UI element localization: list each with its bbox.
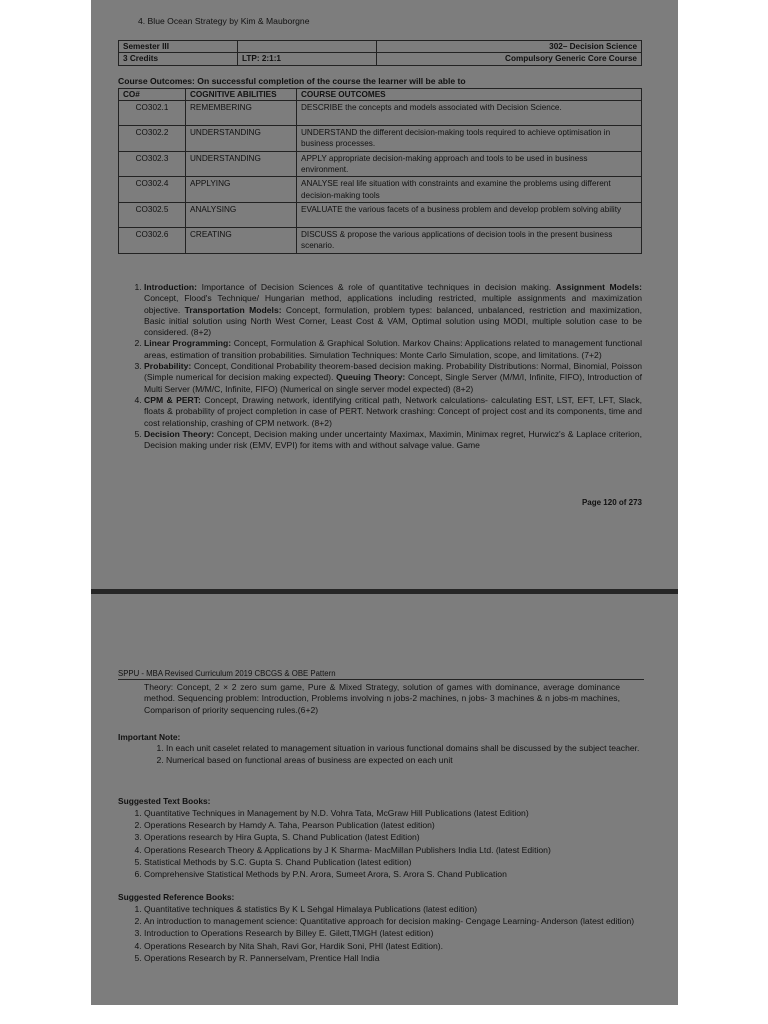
course-outcome: EVALUATE the various facets of a business problem and develop problem solving ability (297, 202, 642, 227)
document-viewer[interactable] (91, 0, 678, 1005)
topic-heading: Assignment Models: (555, 282, 642, 292)
course-outcome: DISCUSS & propose the various applications of decision tools in the present business scenario. (297, 227, 642, 253)
list-item: 1. In each unit caselet related to management situation in various functional domains shall be discussed by the subject teacher. (166, 743, 642, 754)
syllabus-unit (144, 429, 642, 452)
table-row (119, 101, 642, 126)
co-code: CO302.4 (119, 177, 186, 203)
cognitive-ability: REMEMBERING (186, 101, 297, 126)
cognitive-ability: UNDERSTANDING (186, 151, 297, 177)
course-outcome: DESCRIBE the concepts and models associated with Decision Science. (297, 101, 642, 126)
co-code: CO302.3 (119, 151, 186, 177)
list-item: 1. Quantitative techniques & statistics By K L Sehgal Himalaya Publications (latest edition) (144, 903, 642, 915)
table-row (119, 227, 642, 253)
table-row (119, 202, 642, 227)
units-list (118, 282, 642, 451)
topic-text: Concept, formulation, problem types: balanced, unbalanced, restriction and maximization, Basic initial solution using North West Corner, Least Cost & VAM, Optimal solution using MODI, multiple solution case to be considered. (8+2) (144, 304, 642, 338)
syllabus-unit (144, 361, 642, 395)
topic-heading: Queuing Theory: (336, 372, 406, 383)
text-books-list (118, 807, 642, 880)
topic-text: Concept, Decision making under uncertainty Maximax, Maximin, Minimax regret, Hurwicz's & Laplace criterion, Decision making under risk (EMV, EVPI) for items with and without salvage value. Game (144, 428, 642, 451)
reference-books-list (118, 903, 642, 963)
page-number: Page 120 of 273 (581, 498, 642, 507)
topic-heading: Linear Programming: (144, 338, 232, 349)
ltp-cell: LTP: 2:1:1 (238, 53, 377, 65)
course-outcome: ANALYSE real life situation with constraints and examine the problems using different decision-making tools (297, 177, 642, 203)
running-header: SPPU - MBA Revised Curriculum 2019 CBCGS & OBE Pattern (118, 669, 644, 680)
co-code: CO302.2 (119, 126, 186, 152)
topic-text: Concept, Conditional Probability theorem-based decision making. Probability Distributions: Normal, Binomial, Poisson (Simple numerical for decision making expected). (144, 361, 642, 383)
important-note-section (118, 732, 642, 766)
ability-header: COGNITIVE ABILITIES (186, 88, 297, 100)
unit-continuation: Theory: Concept, 2 × 2 zero sum game, Pure & Mixed Strategy, solution of games with dominance, average dominance method. Sequencing problem: Introduction, Problems involving n jobs-2 machines, n jobs- 3 machines & n jobs-m machines, Comparison of priority sequencing rules.(6+2) (144, 682, 620, 715)
course-outcomes-table (118, 88, 642, 254)
syllabus-unit (144, 282, 642, 338)
topic-heading: Transportation Models: (184, 304, 282, 315)
co-code: CO302.1 (119, 101, 186, 126)
topic-heading: Decision Theory: (144, 428, 215, 439)
list-item: 3. Operations research by Hira Gupta, S. Chand Publication (latest Edition) (144, 831, 642, 843)
list-item: 2. An introduction to management science: Quantitative approach for decision making- Cengage Learning- Anderson (latest edition) (144, 915, 642, 927)
semester-block (118, 40, 642, 254)
cognitive-ability: APPLYING (186, 177, 297, 203)
co-code: CO302.6 (119, 227, 186, 253)
course-outcome: UNDERSTAND the different decision-making tools required to achieve optimisation in business processes. (297, 126, 642, 152)
previous-reference-item: 4. Blue Ocean Strategy by Kim & Mauborgne (138, 16, 310, 26)
course-outcomes-heading: Course Outcomes: On successful completion of the course the learner will be able to (118, 75, 466, 86)
course-category-cell: Compulsory Generic Core Course (377, 53, 642, 65)
co-header: CO# (119, 88, 186, 100)
cognitive-ability: UNDERSTANDING (186, 126, 297, 152)
syllabus-units (118, 282, 642, 451)
list-item: 5. Operations Research by R. Pannerselvam, Prentice Hall India (144, 952, 642, 964)
course-outcome: APPLY appropriate decision-making approach and tools to be used in business environment. (297, 151, 642, 177)
topic-heading: CPM & PERT: (144, 394, 201, 405)
text-books-section (118, 796, 642, 880)
topic-text: Importance of Decision Sciences & role of quantitative techniques in decision making. (196, 282, 556, 292)
semester-table (118, 40, 642, 66)
important-note-title: Important Note: (118, 732, 181, 742)
topic-text: Concept, Drawing network, identifying critical path, Network calculations- calculating EST, LST, EFT, LFT, Slack, floats & probability of project completion in case of PERT. Network crashing: Concept of project cost and its components, time and cost relationship, crashing of CPM network. (8+2) (144, 394, 642, 428)
table-row (119, 177, 642, 203)
cognitive-ability: CREATING (186, 227, 297, 253)
reference-books-section (118, 892, 642, 964)
cognitive-ability: ANALYSING (186, 202, 297, 227)
topic-heading: Introduction: (144, 282, 197, 292)
list-item: 2. Numerical based on functional areas of business are expected on each unit (166, 755, 642, 766)
page-120 (91, 0, 678, 590)
syllabus-unit (144, 395, 642, 429)
list-item: 4. Operations Research by Nita Shah, Ravi Gor, Hardik Soni, PHI (latest Edition). (144, 940, 642, 952)
list-item: 6. Comprehensive Statistical Methods by P.N. Arora, Sumeet Arora, S. Arora S. Chand Publication (144, 868, 642, 880)
text-books-title: Suggested Text Books: (118, 796, 211, 806)
topic-text: Concept, Flood's Technique/ Hungarian method, applications including restricted, multiple assignments and maximization objective. (144, 293, 642, 315)
topic-text: Concept, Single Server (M/M/I, Infinite, FIFO), Introduction of Multi Server (M/M/C, Infinite, FIFO) (Numerical on single server model expected) (8+2) (144, 372, 643, 394)
table-row (119, 126, 642, 152)
course-code-cell: 302– Decision Science (377, 41, 642, 53)
important-note-list (118, 743, 642, 766)
page-121 (91, 594, 678, 1005)
semester-cell: Semester III (119, 41, 238, 53)
list-item: 5. Statistical Methods by S.C. Gupta S. Chand Publication (latest edition) (144, 856, 642, 868)
list-item: 3. Introduction to Operations Research by Billey E. Gilett,TMGH (latest edition) (144, 927, 642, 939)
credits-cell: 3 Credits (119, 53, 238, 65)
table-row (119, 151, 642, 177)
list-item: 2. Operations Research by Hamdy A. Taha, Pearson Publication (latest edition) (144, 819, 642, 831)
topic-text: Concept, Formulation & Graphical Solution. Markov Chains: Applications related to management functional areas, estimation of transition probabilities. Simulation Techniques: Monte Carlo Simulation, scope, and limitations. (7+2) (144, 338, 642, 360)
reference-books-title: Suggested Reference Books: (118, 892, 235, 902)
topic-heading: Probability: (144, 361, 192, 372)
list-item: 4. Operations Research Theory & Applications by J K Sharma- MacMillan Publishers India Ltd. (latest Edition) (144, 844, 642, 856)
outcome-header: COURSE OUTCOMES (297, 88, 642, 100)
list-item: 1. Quantitative Techniques in Management by N.D. Vohra Tata, McGraw Hill Publications (latest Edition) (144, 807, 642, 819)
co-code: CO302.5 (119, 202, 186, 227)
syllabus-unit (144, 338, 642, 361)
